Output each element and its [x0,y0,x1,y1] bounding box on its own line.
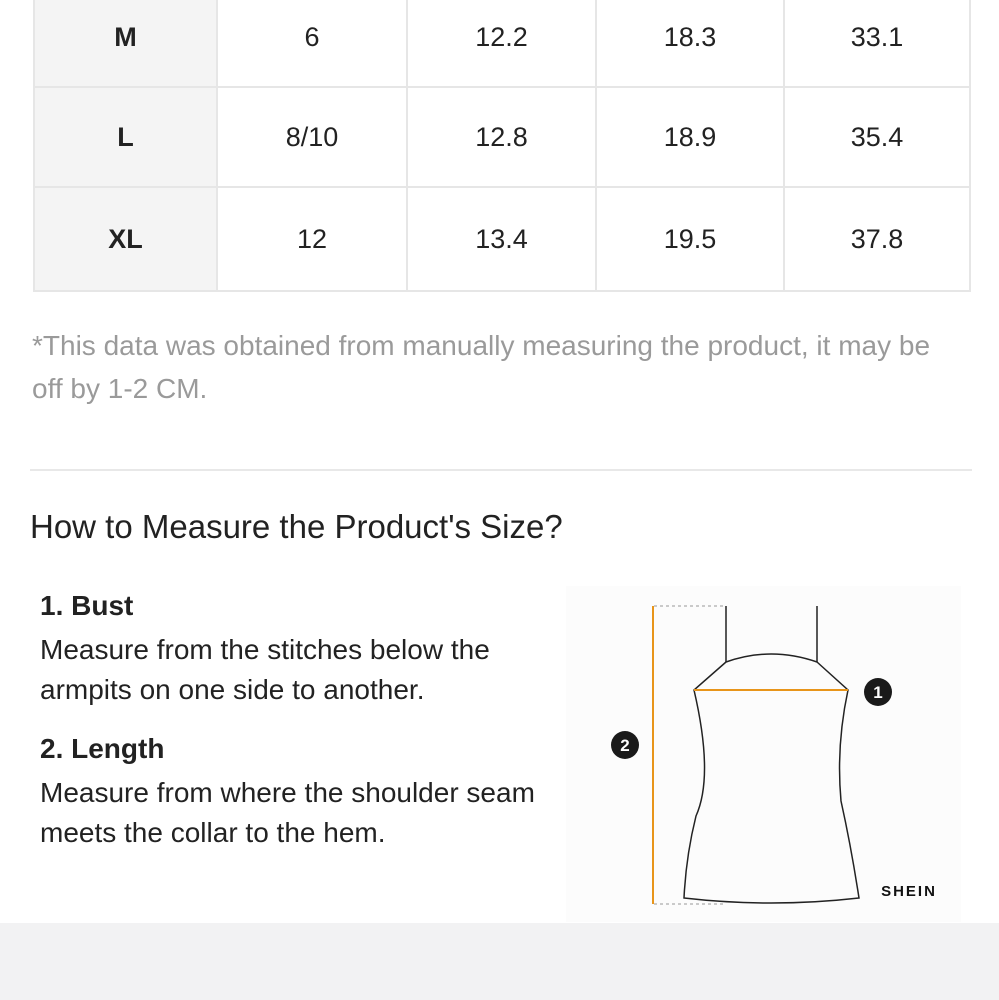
table-cell: 12 [217,187,407,291]
table-cell: 19.5 [596,187,784,291]
table-cell: 18.9 [596,87,784,187]
measurement-disclaimer: *This data was obtained from manually measuring the product, it may be off by 1-2 CM. [32,330,931,404]
garment-outline [684,662,859,903]
neckline [726,654,817,662]
step-length [40,733,540,853]
size-label-cell: XL [34,187,217,291]
size-table [33,0,971,292]
step-description: Measure from where the shoulder seam meets the collar to the hem. [40,777,535,848]
table-cell: 12.8 [407,87,596,187]
size-label-cell: M [34,0,217,87]
table-row [34,187,970,291]
table-cell: 12.2 [407,0,596,87]
table-cell: 37.8 [784,187,970,291]
marker-1-icon [864,678,892,706]
measure-section-title: How to Measure the Product's Size? [30,508,563,545]
table-cell: 33.1 [784,0,970,87]
measurement-diagram [566,586,961,922]
table-cell: 13.4 [407,187,596,291]
step-bust [40,590,540,710]
table-row [34,87,970,187]
size-label-cell: L [34,87,217,187]
footer-bar [0,923,999,1000]
section-divider [30,469,972,471]
step-title: 1. Bust [40,590,134,621]
step-title: 2. Length [40,733,165,764]
marker-1-label: 1 [873,683,883,702]
table-row [34,0,970,87]
brand-logo: SHEIN [881,883,937,900]
camisole-diagram [566,586,961,922]
step-description: Measure from the stitches below the armpits on one side to another. [40,634,490,705]
marker-2-icon [611,731,639,759]
table-cell: 6 [217,0,407,87]
table-cell: 35.4 [784,87,970,187]
table-cell: 18.3 [596,0,784,87]
marker-2-label: 2 [620,736,630,755]
table-cell: 8/10 [217,87,407,187]
